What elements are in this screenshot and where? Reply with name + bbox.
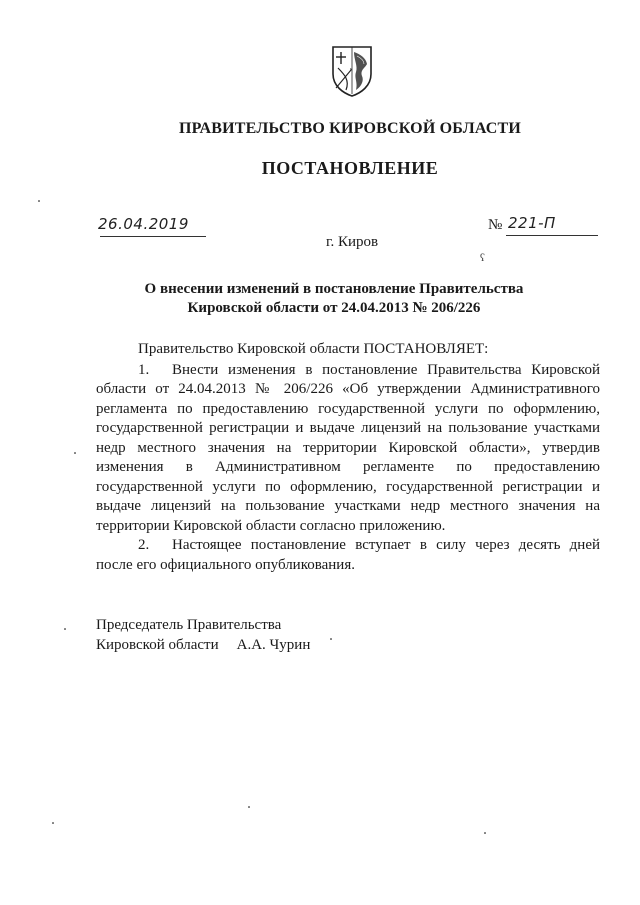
scan-speck xyxy=(52,822,54,824)
document-subject xyxy=(0,280,640,318)
document-number-field xyxy=(488,214,598,237)
scan-speck xyxy=(248,806,250,808)
item-text: Внести изменения в постановление Правительства Кировской области от 24.04.2013 № 206/226 «Об утверждении Административного регламента по предоставлению государственной услуги по оформлению, государственной регистрации и выдаче лицензий на пользование участками недр местного значения на территории Кировской области», утвердив изменения в Административном регламенте по предоставлению государственной услуги по оформлению, государственной регистрации и выдаче лицензий на пользование участками недр местного значения на территории Кировской области согласно приложению. xyxy=(96,361,600,534)
signatory-name: А.А. Чурин xyxy=(236,636,311,653)
scan-speck xyxy=(330,638,332,640)
scan-speck xyxy=(38,200,40,202)
stray-mark: ʕ xyxy=(480,252,485,264)
document-number: 221-П xyxy=(508,214,556,232)
item-number: 1. xyxy=(138,361,150,378)
number-underline xyxy=(506,214,598,236)
subject-line-2: Кировской области от 24.04.2013 № 206/226 xyxy=(187,300,481,316)
city-label: г. Киров xyxy=(326,234,379,250)
document-type-heading: ПОСТАНОВЛЕНИЕ xyxy=(261,158,439,178)
coat-of-arms-icon xyxy=(330,44,374,98)
signatory-position-line-2 xyxy=(96,636,310,656)
body-item-2 xyxy=(96,536,600,575)
document-body xyxy=(96,340,600,575)
date-field xyxy=(98,215,206,237)
item-number: 2. xyxy=(138,537,150,553)
scan-speck xyxy=(74,452,76,454)
signature-block xyxy=(96,616,310,655)
scan-speck xyxy=(484,832,486,834)
number-sign: № xyxy=(488,217,503,233)
document-date: 26.04.2019 xyxy=(98,215,189,233)
signatory-position-line-1: Председатель Правительства xyxy=(96,617,282,633)
body-intro: Правительство Кировской области ПОСТАНОВЛЯЕТ: xyxy=(138,341,489,357)
subject-line-1: О внесении изменений в постановление Правительства xyxy=(144,281,524,297)
item-text: Настоящее постановление вступает в силу через десять дней после его официального опубликования. xyxy=(96,537,600,573)
body-item-1 xyxy=(96,361,600,537)
scan-speck xyxy=(64,628,66,630)
signatory-region: Кировской области xyxy=(96,636,219,653)
government-title: ПРАВИТЕЛЬСТВО КИРОВСКОЙ ОБЛАСТИ xyxy=(178,120,522,137)
